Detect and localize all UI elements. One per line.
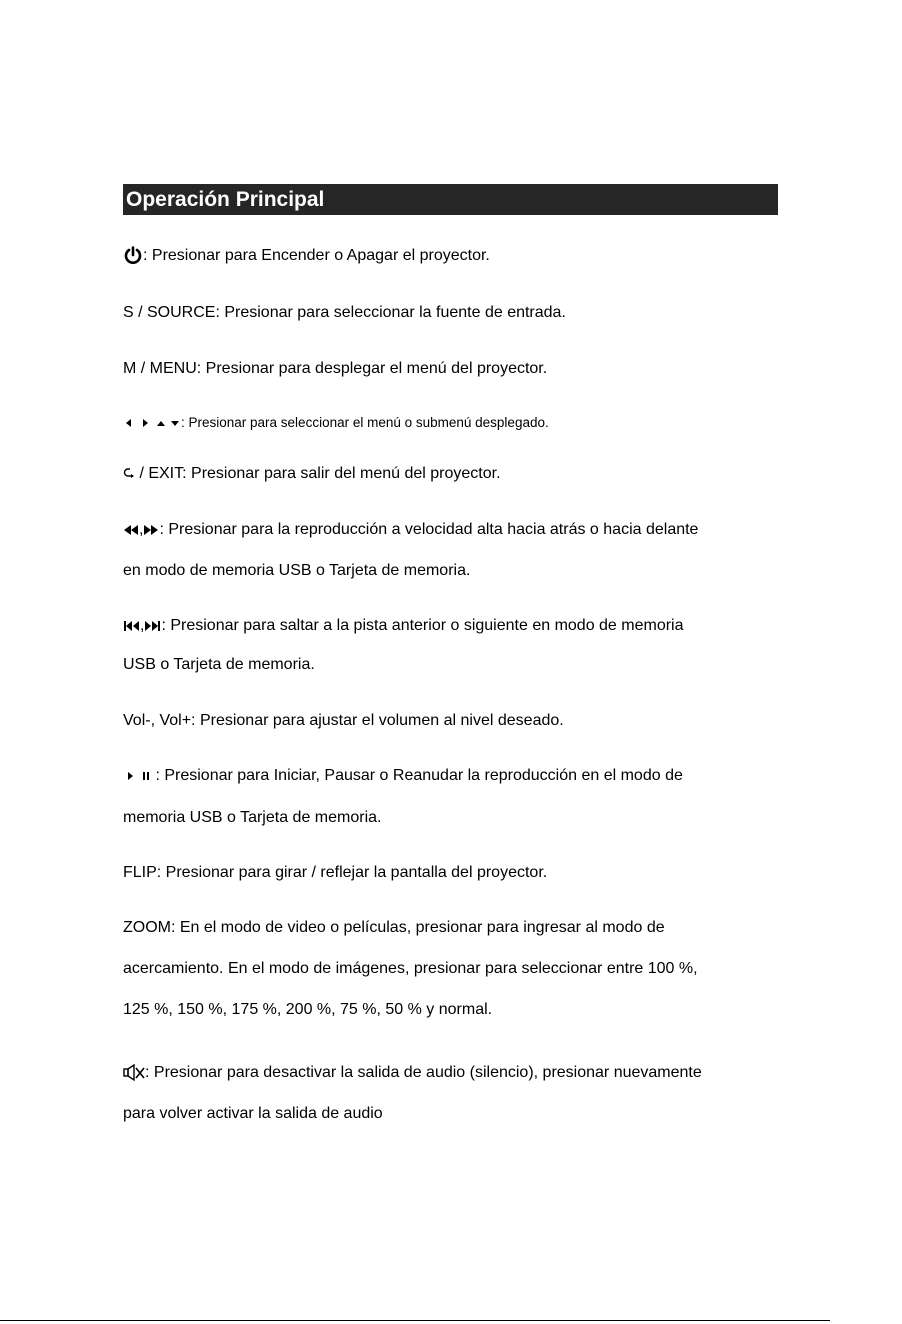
item-skip-line2	[123, 655, 315, 675]
return-icon	[123, 467, 135, 481]
item-skip-line1	[123, 616, 684, 636]
skip-description-line2: USB o Tarjeta de memoria.	[123, 656, 315, 673]
zoom-description-line2: acercamiento. En el modo de imágenes, presionar para seleccionar entre 100 %,	[123, 960, 698, 977]
fast-seek-separator: ,	[139, 521, 144, 538]
item-source	[123, 303, 566, 323]
mute-icon	[123, 1064, 145, 1082]
item-fast-seek-line2	[123, 561, 470, 581]
mute-description-line2: para volver activar la salida de audio	[123, 1105, 383, 1122]
arrow-down-icon	[169, 418, 181, 428]
skip-next-icon	[144, 620, 161, 632]
item-mute-line1	[123, 1063, 702, 1083]
pause-icon	[141, 770, 151, 782]
power-icon	[123, 246, 143, 266]
item-mute-line2	[123, 1104, 383, 1124]
item-zoom-line2	[123, 959, 698, 979]
rewind-icon	[123, 524, 139, 536]
item-play-line2	[123, 808, 381, 828]
fast-seek-description-line1: : Presionar para la reproducción a velocidad alta hacia atrás o hacia delante	[159, 521, 699, 538]
skip-description-line1: : Presionar para saltar a la pista anterior o siguiente en modo de memoria	[161, 617, 684, 634]
navigation-description: : Presionar para seleccionar el menú o submenú desplegado.	[181, 415, 549, 430]
item-menu	[123, 359, 547, 379]
item-exit	[123, 464, 501, 484]
power-description: : Presionar para Encender o Apagar el proyector.	[143, 247, 490, 265]
play-description-line2: memoria USB o Tarjeta de memoria.	[123, 809, 382, 826]
menu-description: M / MENU: Presionar para desplegar el menú del proyector.	[123, 360, 548, 377]
zoom-description-line1: ZOOM: En el modo de video o películas, presionar para ingresar al modo de	[123, 919, 665, 936]
fast-forward-icon	[143, 524, 159, 536]
item-navigation	[123, 413, 549, 433]
play-description-line1: : Presionar para Iniciar, Pausar o Reanudar la reproducción en el modo de	[151, 767, 683, 784]
footer-rule	[0, 1320, 830, 1321]
exit-description: / EXIT: Presionar para salir del menú del proyector.	[135, 465, 501, 482]
item-power	[123, 246, 490, 266]
fast-seek-description-line2: en modo de memoria USB o Tarjeta de memoria.	[123, 562, 471, 579]
play-icon	[125, 770, 137, 782]
item-flip	[123, 863, 547, 883]
item-fast-seek-line1	[123, 520, 698, 540]
item-play-line1	[123, 766, 683, 786]
item-volume	[123, 711, 564, 731]
source-description: S / SOURCE: Presionar para seleccionar la fuente de entrada.	[123, 304, 566, 321]
flip-description: FLIP: Presionar para girar / reflejar la pantalla del proyector.	[123, 864, 548, 881]
volume-description: Vol-, Vol+: Presionar para ajustar el volumen al nivel deseado.	[123, 712, 564, 729]
item-zoom-line3	[123, 1000, 492, 1020]
section-title: Operación Principal	[123, 184, 778, 215]
arrow-left-icon	[123, 418, 135, 428]
arrow-right-icon	[139, 418, 151, 428]
zoom-description-line3: 125 %, 150 %, 175 %, 200 %, 75 %, 50 % y normal.	[123, 1001, 493, 1018]
skip-previous-icon	[123, 620, 140, 632]
item-zoom-line1	[123, 918, 665, 938]
skip-separator: ,	[140, 617, 145, 634]
mute-description-line1: : Presionar para desactivar la salida de audio (silencio), presionar nuevamente	[145, 1064, 702, 1081]
arrow-up-icon	[155, 418, 167, 428]
